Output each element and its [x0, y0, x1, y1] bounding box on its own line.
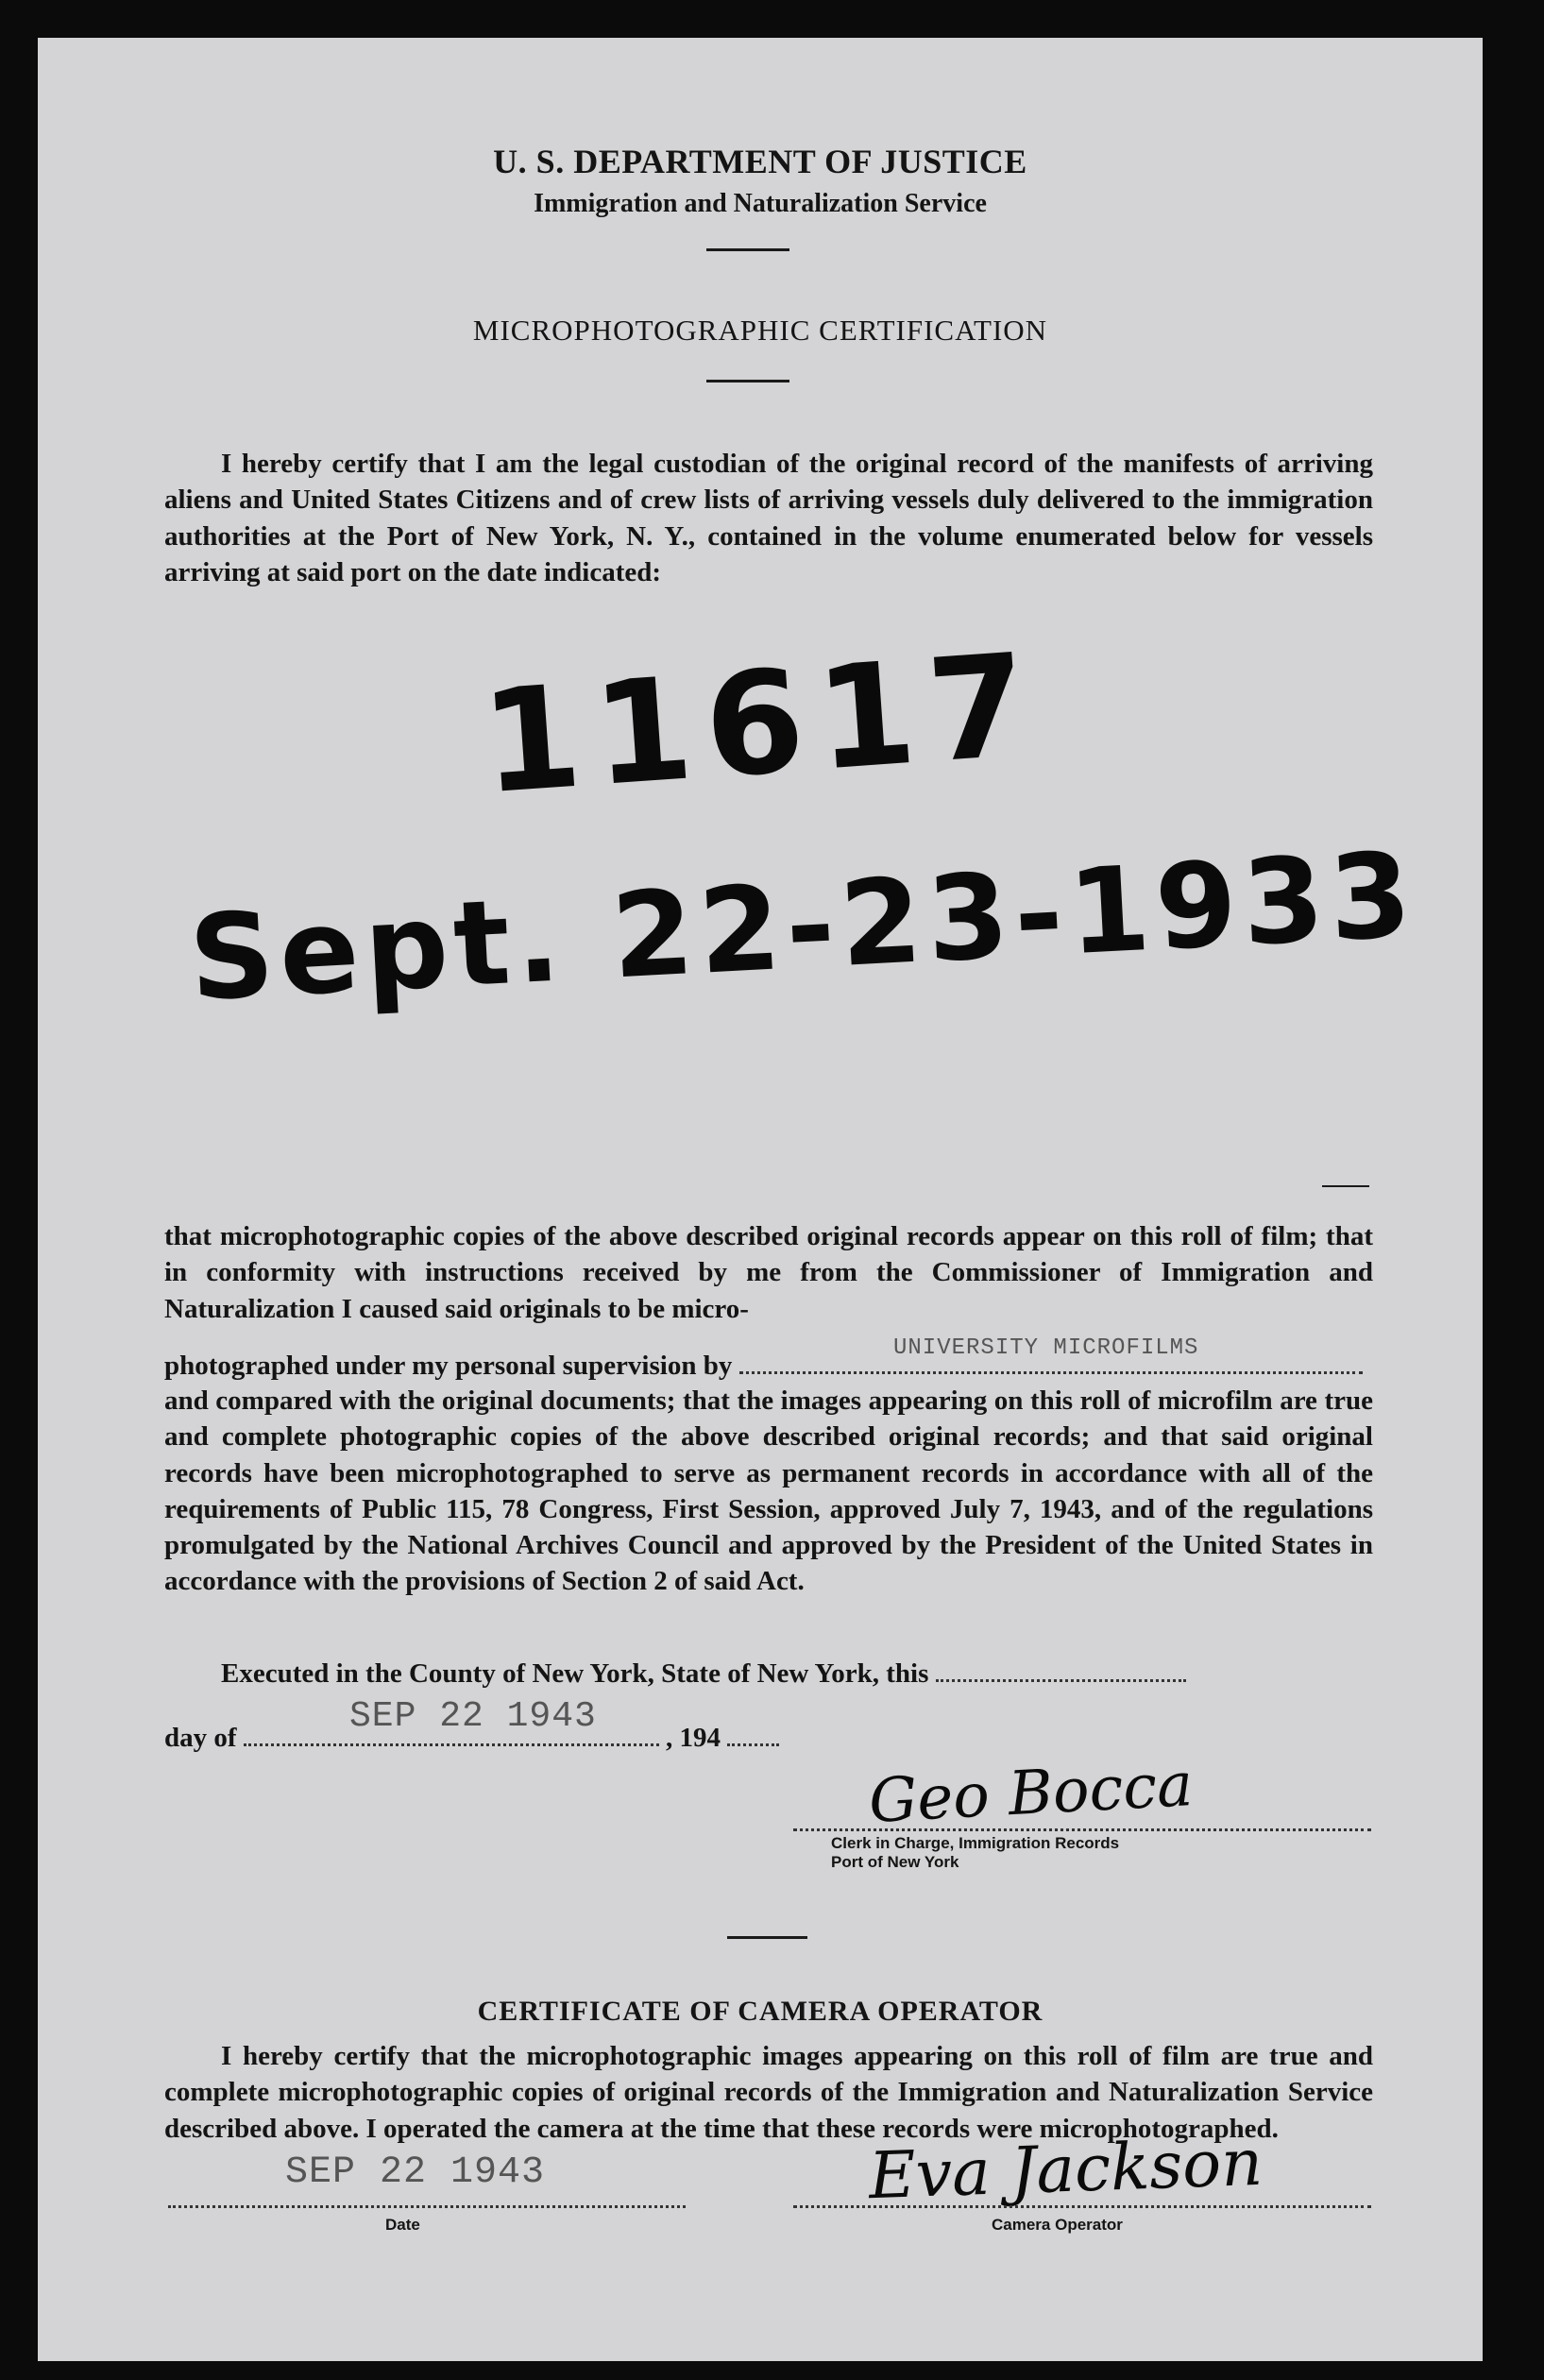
supervision-label: photographed under my personal supervision by: [164, 1351, 733, 1381]
supervisor-stamp: UNIVERSITY MICROFILMS: [893, 1335, 1199, 1361]
department-heading: U. S. DEPARTMENT OF JUSTICE: [493, 143, 1027, 180]
day-of-stamp: SEP 22 1943: [349, 1696, 597, 1737]
executed-text: Executed in the County of New York, State of New York, this: [221, 1658, 929, 1689]
divider: [727, 1936, 807, 1939]
divider: [706, 380, 789, 382]
certificate-page: [38, 38, 1483, 2361]
operator-date-label: Date: [385, 2216, 420, 2234]
intro-paragraph: I hereby certify that I am the legal custodian of the original record of the manifests of arriving aliens and United States Citizens and of crew lists of arriving vessels duly delivered to the immigration authorities at the Port of New York, N. Y., contained in the volume enumerated below for vessels arriving at said port on the date indicated:: [164, 449, 1373, 587]
certification-title: MICROPHOTOGRAPHIC CERTIFICATION: [472, 314, 1048, 347]
body-paragraph-part1: that microphotographic copies of the above described original records appear on this roll of film; that in conformity with instructions received by me from the Commissioner of Immigration and Naturalization I caused said originals to be micro-: [164, 1221, 1373, 1324]
operator-certificate-title: CERTIFICATE OF CAMERA OPERATOR: [477, 1996, 1043, 2027]
margin-mark: [1322, 1185, 1369, 1187]
executed-day-blank: [936, 1655, 1186, 1682]
year-suffix: , 194: [666, 1723, 721, 1753]
clerk-title-line1: Clerk in Charge, Immigration Records: [831, 1834, 1120, 1852]
clerk-signature: Geo Bocca: [867, 1750, 1195, 1837]
date-handwritten: Sept. 22-23-1933: [186, 827, 1420, 1028]
operator-date-stamp: SEP 22 1943: [285, 2151, 546, 2194]
executed-line: [221, 1655, 1373, 1691]
operator-signature-line: [793, 2205, 1371, 2208]
body-paragraph-part2: and compared with the original documents; that the images appearing on this roll of microfilm are true and complete photographic copies of the above described original records; and that said original records have been microphotographed to serve as permanent records in accordance with all of the requirements of Public 115, 78 Congress, First Session, approved July 7, 1943, and of the regulations promulgated by the National Archives Council and approved by the President of the United States in accordance with the provisions of Section 2 of said Act.: [164, 1386, 1373, 1597]
operator-label: Camera Operator: [992, 2216, 1123, 2234]
day-of-label: day of: [164, 1723, 237, 1753]
clerk-signature-line: [793, 1828, 1371, 1831]
service-subheading: Immigration and Naturalization Service: [534, 189, 987, 218]
divider: [706, 248, 789, 251]
operator-date-line: [168, 2205, 686, 2208]
operator-signature: Eva Jackson: [867, 2125, 1264, 2215]
clerk-title-line2: Port of New York: [831, 1853, 959, 1871]
day-of-line: [164, 1719, 1373, 1755]
operator-certificate-body: I hereby certify that the microphotographic images appearing on this roll of film are true and complete microphotographic copies of original records of the Immigration and Naturalization Service described above. I operated the camera at the time that these records were microphotographed.: [164, 2041, 1373, 2144]
volume-number-handwritten: 11617: [476, 622, 1046, 826]
year-blank: [727, 1719, 779, 1746]
